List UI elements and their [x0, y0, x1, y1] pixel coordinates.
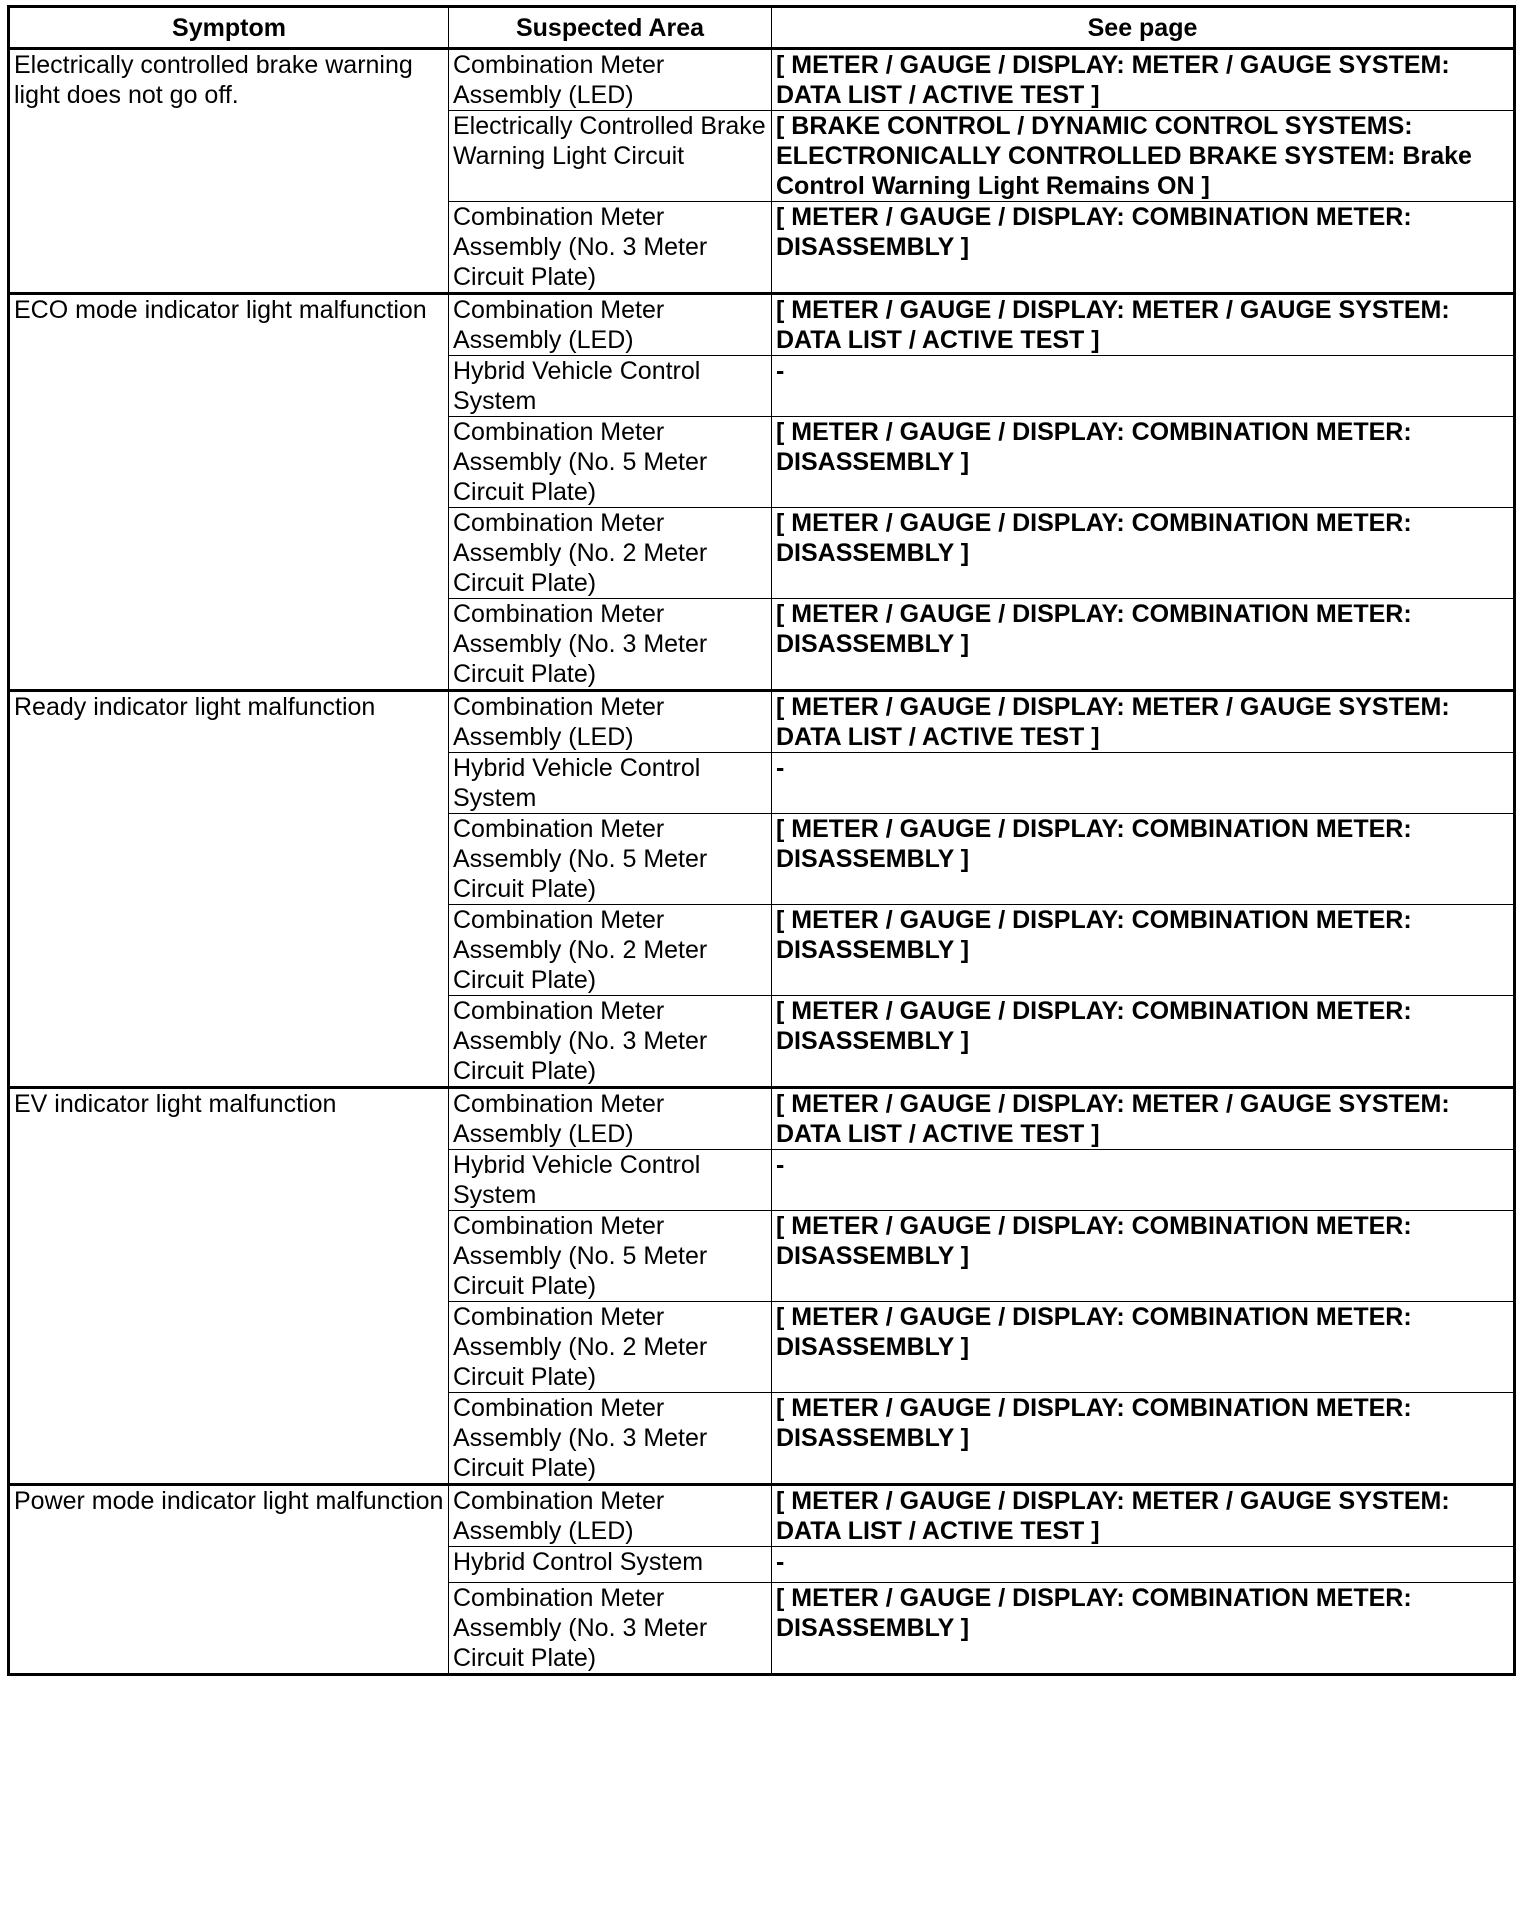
- table-body: [9, 49, 1515, 1675]
- see-page-cell: [ METER / GAUGE / DISPLAY: METER / GAUGE SYSTEM: DATA LIST / ACTIVE TEST ]: [772, 1088, 1515, 1150]
- header-see-page: See page: [772, 7, 1515, 49]
- suspected-area-cell: Combination Meter Assembly (No. 5 Meter Circuit Plate): [449, 814, 772, 905]
- symptom-cell: Power mode indicator light malfunction: [9, 1485, 449, 1675]
- suspected-area-cell: Combination Meter Assembly (No. 3 Meter Circuit Plate): [449, 996, 772, 1088]
- see-page-cell: [ METER / GAUGE / DISPLAY: METER / GAUGE SYSTEM: DATA LIST / ACTIVE TEST ]: [772, 691, 1515, 753]
- suspected-area-cell: Combination Meter Assembly (LED): [449, 691, 772, 753]
- suspected-area-cell: Hybrid Control System: [449, 1547, 772, 1583]
- see-page-cell: [ METER / GAUGE / DISPLAY: COMBINATION METER: DISASSEMBLY ]: [772, 1393, 1515, 1485]
- suspected-area-cell: Combination Meter Assembly (No. 5 Meter Circuit Plate): [449, 417, 772, 508]
- symptom-cell: Electrically controlled brake warning light does not go off.: [9, 49, 449, 294]
- see-page-cell: [ METER / GAUGE / DISPLAY: COMBINATION METER: DISASSEMBLY ]: [772, 599, 1515, 691]
- suspected-area-cell: Hybrid Vehicle Control System: [449, 753, 772, 814]
- table-row: [9, 49, 1515, 111]
- see-page-cell: [ METER / GAUGE / DISPLAY: METER / GAUGE SYSTEM: DATA LIST / ACTIVE TEST ]: [772, 294, 1515, 356]
- see-page-cell: [ METER / GAUGE / DISPLAY: COMBINATION METER: DISASSEMBLY ]: [772, 508, 1515, 599]
- see-page-cell: [ METER / GAUGE / DISPLAY: COMBINATION METER: DISASSEMBLY ]: [772, 1302, 1515, 1393]
- table-row: [9, 1088, 1515, 1150]
- symptom-cell: Ready indicator light malfunction: [9, 691, 449, 1088]
- see-page-cell: [ METER / GAUGE / DISPLAY: COMBINATION METER: DISASSEMBLY ]: [772, 905, 1515, 996]
- see-page-cell: -: [772, 356, 1515, 417]
- suspected-area-cell: Combination Meter Assembly (No. 3 Meter Circuit Plate): [449, 1393, 772, 1485]
- see-page-cell: [ METER / GAUGE / DISPLAY: COMBINATION METER: DISASSEMBLY ]: [772, 417, 1515, 508]
- see-page-cell: [ METER / GAUGE / DISPLAY: COMBINATION METER: DISASSEMBLY ]: [772, 1583, 1515, 1675]
- suspected-area-cell: Hybrid Vehicle Control System: [449, 1150, 772, 1211]
- see-page-cell: -: [772, 753, 1515, 814]
- suspected-area-cell: Combination Meter Assembly (No. 2 Meter Circuit Plate): [449, 508, 772, 599]
- table-row: [9, 294, 1515, 356]
- see-page-cell: [ METER / GAUGE / DISPLAY: COMBINATION METER: DISASSEMBLY ]: [772, 1211, 1515, 1302]
- header-symptom: Symptom: [9, 7, 449, 49]
- symptom-table: [7, 5, 1516, 1676]
- suspected-area-cell: Combination Meter Assembly (LED): [449, 294, 772, 356]
- see-page-cell: [ METER / GAUGE / DISPLAY: METER / GAUGE SYSTEM: DATA LIST / ACTIVE TEST ]: [772, 49, 1515, 111]
- suspected-area-cell: Combination Meter Assembly (No. 3 Meter Circuit Plate): [449, 1583, 772, 1675]
- suspected-area-cell: Hybrid Vehicle Control System: [449, 356, 772, 417]
- see-page-cell: [ METER / GAUGE / DISPLAY: COMBINATION METER: DISASSEMBLY ]: [772, 202, 1515, 294]
- see-page-cell: -: [772, 1547, 1515, 1583]
- suspected-area-cell: Combination Meter Assembly (No. 5 Meter Circuit Plate): [449, 1211, 772, 1302]
- table-row: [9, 1485, 1515, 1547]
- suspected-area-cell: Combination Meter Assembly (No. 2 Meter Circuit Plate): [449, 905, 772, 996]
- suspected-area-cell: Combination Meter Assembly (No. 2 Meter Circuit Plate): [449, 1302, 772, 1393]
- table-row: [9, 691, 1515, 753]
- suspected-area-cell: Combination Meter Assembly (No. 3 Meter Circuit Plate): [449, 599, 772, 691]
- see-page-cell: [ BRAKE CONTROL / DYNAMIC CONTROL SYSTEMS: ELECTRONICALLY CONTROLLED BRAKE SYSTEM: Brake Control Warning Light Remains ON ]: [772, 111, 1515, 202]
- suspected-area-cell: Combination Meter Assembly (No. 3 Meter Circuit Plate): [449, 202, 772, 294]
- header-suspected-area: Suspected Area: [449, 7, 772, 49]
- see-page-cell: [ METER / GAUGE / DISPLAY: COMBINATION METER: DISASSEMBLY ]: [772, 814, 1515, 905]
- table-header-row: [9, 7, 1515, 49]
- suspected-area-cell: Combination Meter Assembly (LED): [449, 1485, 772, 1547]
- suspected-area-cell: Electrically Controlled Brake Warning Light Circuit: [449, 111, 772, 202]
- suspected-area-cell: Combination Meter Assembly (LED): [449, 49, 772, 111]
- suspected-area-cell: Combination Meter Assembly (LED): [449, 1088, 772, 1150]
- symptom-cell: EV indicator light malfunction: [9, 1088, 449, 1485]
- symptom-cell: ECO mode indicator light malfunction: [9, 294, 449, 691]
- see-page-cell: [ METER / GAUGE / DISPLAY: COMBINATION METER: DISASSEMBLY ]: [772, 996, 1515, 1088]
- see-page-cell: [ METER / GAUGE / DISPLAY: METER / GAUGE SYSTEM: DATA LIST / ACTIVE TEST ]: [772, 1485, 1515, 1547]
- see-page-cell: -: [772, 1150, 1515, 1211]
